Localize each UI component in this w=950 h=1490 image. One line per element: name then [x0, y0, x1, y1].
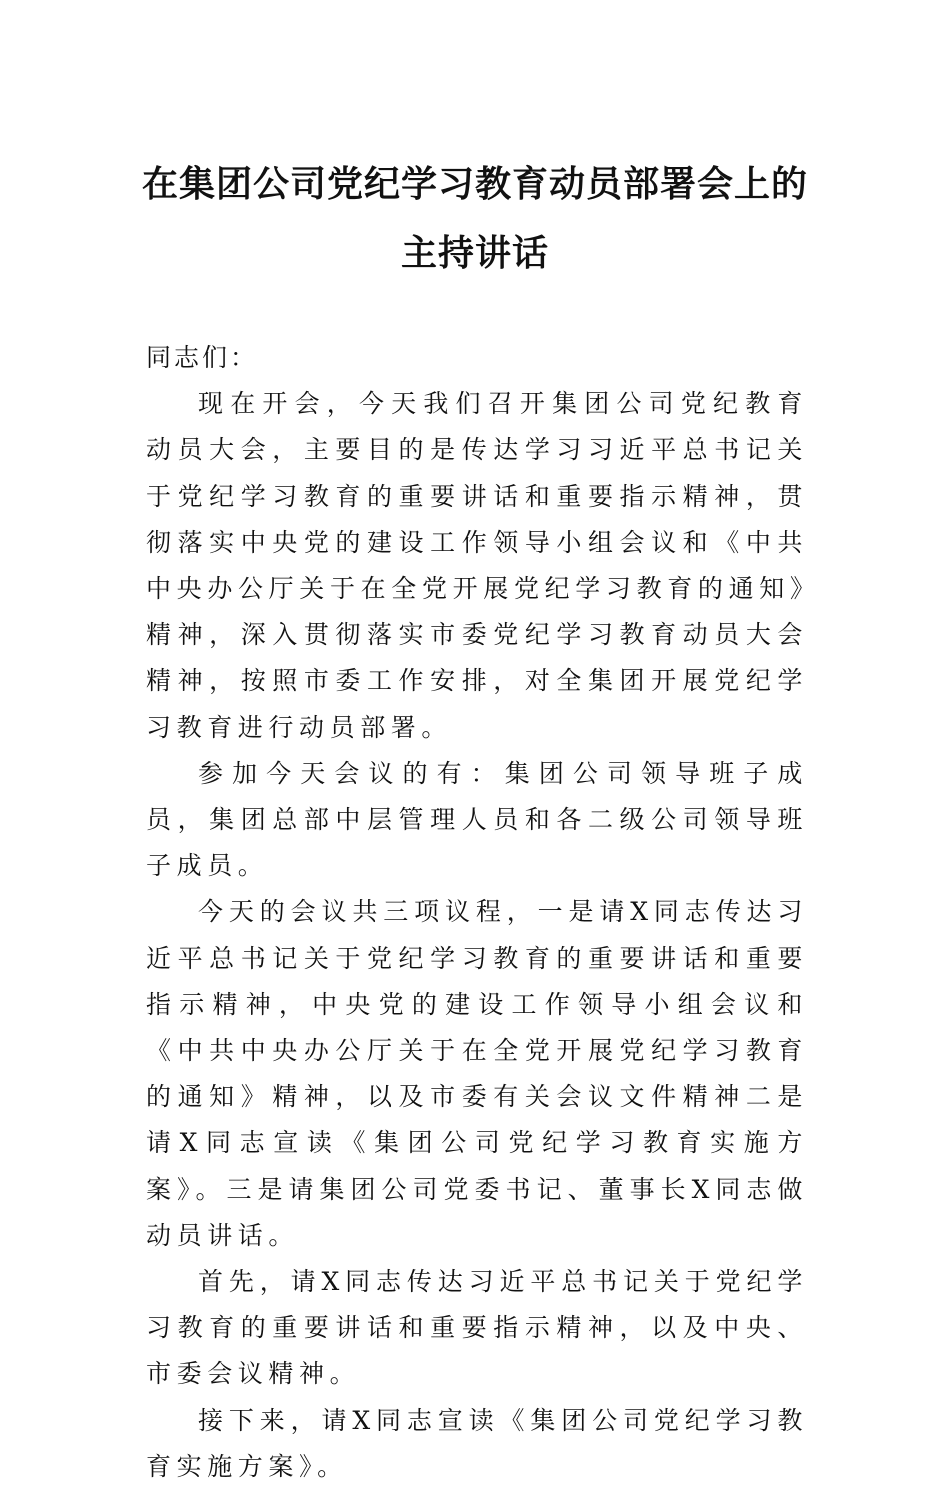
document-title-line-1: 在集团公司党纪学习教育动员部署会上的	[141, 163, 808, 205]
greeting: 同志们：	[146, 343, 259, 372]
paragraph-first-item: 首先，请X同志传达习近平总书记关于党纪学习教育的重要讲话和重要指示精神，以及中央、市委会议精神。	[146, 1267, 808, 1389]
paragraph-attendees: 参加今天会议的有：集团公司领导班子成员，集团总部中层管理人员和各二级公司领导班子成员。	[146, 758, 808, 881]
document-title-line-2: 主持讲话	[400, 232, 549, 274]
document-body	[146, 335, 808, 1490]
paragraph-opening: 现在开会，今天我们召开集团公司党纪教育动员大会，主要目的是传达学习习近平总书记关于党纪学习教育的重要讲话和重要指示精神，贯彻落实中央党的建设工作领导小组会议和《中共中央办公厅关于在全党开展党纪学习教育的通知》精神，深入贯彻落实市委党纪学习教育动员大会精神，按照市委工作安排，对全集团开展党纪学习教育进行动员部署。	[146, 389, 808, 742]
paragraph-agenda: 今天的会议共三项议程，一是请X同志传达习近平总书记关于党纪学习教育的重要讲话和重要指示精神，中央党的建设工作领导小组会议和《中共中央办公厅关于在全党开展党纪学习教育的通知》精神，以及市委有关会议文件精神二是请X同志宣读《集团公司党纪学习教育实施方案》。三是请集团公司党委书记、董事长X同志做动员讲话。	[146, 897, 808, 1250]
paragraph-next-item: 接下来，请X同志宣读《集团公司党纪学习教育实施方案》。	[146, 1405, 808, 1481]
